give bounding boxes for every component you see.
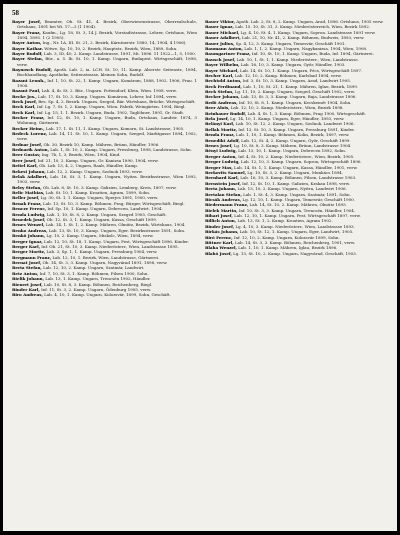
entry-details: Inf. Ob. 21, St. 10, 3. Kamp. Niederösterr., Wien, Landstrasse 1895. <box>41 243 179 249</box>
entry-name: Bednarik Anton, <box>12 147 49 153</box>
entry-details: Lab. 12, 10, 1. Kamp. Ungarn, Pest, Wirtsgeschäft 1897, verw. <box>234 213 361 219</box>
entry-details: Inf. Lg. 7, St. 1, 2. Kamp. Ungarn, Wien. Fabrik, Weingärten. 1904, Biegl. <box>36 104 186 110</box>
entry-name: Bertalan Stefan, <box>205 191 242 197</box>
entry-details: Apoth. Lab. 2, ia. LCH. St. 10, 11. Kamp. Alserstr. Seitenstr., 1894, Buchhandlung, Apotheke, Seitenstrasse, kleinen Sohn, Rudolf. <box>17 66 197 78</box>
entry-details: Inf. 10, St. 3, 3. Kamp. Ungarn, Trencsén, Händler, 1904. <box>238 207 356 213</box>
entry-name: Berger Anton, <box>205 153 237 159</box>
entry-details: Lab. 13, 10, 2. Kamp. Ungarn, Nyitra, Landwirt 1906. <box>237 186 347 192</box>
entry-name: Birkás Johann, <box>205 229 239 235</box>
entry-details: Lab. 10, 1, St. 1, 1. Kamp. Niederösterr., Wien, Landstrasse. <box>236 56 359 62</box>
entry-name: Benkö Johann, <box>12 233 46 239</box>
entry-name: Beer Josef, <box>12 157 37 163</box>
entry-details: Lg. 10, 2. Kamp. Ungarn, Miskolc, Wien, 1894, verw. <box>46 233 154 239</box>
entry-name: Benak Franz, <box>12 200 42 206</box>
register-entry <box>12 56 197 66</box>
left-column <box>12 19 197 529</box>
entry-name: Bauer Viktor, <box>205 19 236 24</box>
entry-name: Bellak Moritz, <box>205 126 238 132</box>
entry-details: Lab. 3, ID, 40, 2. Kamp. Landstrasse, 1891, Mi. 1896. 11 1922—1, 5, 1950. <box>43 50 196 56</box>
entry-name: Bazant Leonh., <box>12 77 46 83</box>
entry-name: Binder Karl, <box>12 287 40 293</box>
entry-details: Lab. 14, St. 10, 2. Kamp. Mähren, Olmütz 1895. <box>249 202 347 208</box>
entry-name: Biró Ferenc, <box>205 234 233 240</box>
entry-name: Berkovits Samuel, <box>205 169 246 175</box>
entry-details: Lab. 13, 10, 1. Kamp. Ungarn, Debrecen 1892, Sohn. <box>238 148 346 154</box>
entry-details: Lab. 12, 10, 3. Kamp. Ungarn, Sopron, Wirtsgeschäft 1896. <box>240 159 362 165</box>
entry-name: Bayer Kathar. <box>12 45 43 51</box>
entry-name: Bayer Wilhelm, <box>205 62 240 68</box>
entry-name: Bittner Karl, <box>205 240 234 246</box>
entry-name: Bernat Josef, <box>12 260 42 266</box>
register-entry <box>205 251 390 256</box>
entry-name: Belic Mathias, <box>12 190 45 195</box>
entry-details: Lab. 16, 10, 3. Kamp. Ungarn, Győr, Händler, 1903. <box>240 62 346 68</box>
entry-name: Baumgartner Franz, <box>205 51 251 57</box>
entry-name: Bedö Andreas, <box>205 99 238 105</box>
entry-name: Benko Andreas, <box>12 227 48 233</box>
entry-details: Ing. 7b, 1, 3, Bezirk, Wien, 1904, Kind. <box>41 152 121 158</box>
entry-name: Beck Karl, <box>12 104 36 110</box>
entry-name: Bienert Josef, <box>12 281 43 287</box>
entry-name: Bauer Michael, <box>205 29 240 35</box>
entry-details: Lab. 12, 10, 2. Kamp. Ungarn, Szatmár, Landwirt. <box>43 265 145 271</box>
entry-name: Bihari Josef, <box>205 213 233 219</box>
entry-name: Baumann Anton, <box>205 45 243 51</box>
entry-name: Berta Johann, <box>205 186 237 192</box>
entry-details: Lab. 10, St. 12, 1. Kamp. Ungarn, Eger, Landwirt, 1905. <box>239 229 354 235</box>
entry-details: Lg. 10, St. 8, 3. Kamp. Mähren, Brünn, Landstrasse 1904. <box>233 142 352 148</box>
entry-details: Lab. 14, St. 3, 3. Kamp. Böhmen, Reichenberg, 1901, verw. <box>234 240 356 246</box>
entry-name: Beinhauer Rudolf, <box>205 110 247 116</box>
entry-name: Benes Wenzel, <box>12 222 45 228</box>
entry-details: Lg. 4, 10, 3. Kamp. Niederösterr., Wien, Landstrasse 1893. <box>235 223 355 229</box>
entry-details: Inf. 11, St. 3, 2. Kamp. Ungarn, Ödenburg 1905, verw. <box>41 287 152 293</box>
entry-details: Lg. 12, 10, 1. Kamp. Ungarn, Temesvár, Geschäft 1900. <box>242 196 355 202</box>
entry-name: Blaha Wenzel, <box>205 245 237 251</box>
entry-details: Inf. 12, 10, 2. Kamp. Ungarn, Kolozsvár 1899, Sohn. <box>233 234 340 240</box>
entry-name: Billich Anton, <box>205 218 237 224</box>
entry-details: Lab. 17, 1. St. 11, 1. Kamp. Ungarn, Komorn, St. Landstrasse, 1905. <box>45 125 185 131</box>
entry-details: Lab. 13, St. 10, 3. Kamp. Ungarn, Eger. Bezirksstrasse 1891, Sohn. <box>48 227 186 233</box>
entry-name: Beck Stefan, <box>205 89 234 95</box>
entry-details: Inf. Lg. 15, 1. 1. Bezirk. Ungarn, Buda. 1902, Taglöhner, 1891, Gr. Stadt. <box>36 109 185 115</box>
entry-name: Biro Andreas, <box>12 292 43 298</box>
entry-details: Lab. 4, St. 1, 3. Kamp. Böhmen, Prag 1900, Wirtsgeschäft. <box>247 110 367 116</box>
entry-name: Beller Josef, <box>12 195 40 201</box>
register-entry <box>12 19 197 29</box>
entry-name: Bernhard Karl, <box>205 175 239 181</box>
entry-name: Belányi Karl, <box>205 121 235 127</box>
entry-name: Betz Anton, <box>12 270 39 276</box>
entry-name: Belak Adalbert, <box>12 174 48 180</box>
entry-name: Bényi Ludwig, <box>205 148 237 154</box>
entry-name: Bencze Ferenc, <box>12 206 47 212</box>
entry-details: Inf. 10, St. 8, 1. Kamp. Ungarn, Kecskemét 1904, Sohn. <box>238 99 352 105</box>
entry-details: Lab. 17, St. 10, 3. Kamp. Ungarn. Komárom, Lehrer, Inf. 1894, verw. <box>37 93 177 99</box>
entry-name: Bechtold Anton, <box>205 78 242 84</box>
entry-details: Lab. 13, St. 10, 3. Kamp. Böhmen, Prag, Bürger, Wirtsgeschäft, Biegl. <box>43 200 185 206</box>
entry-details: Lg. 4, 10, St. 4, 1. Kamp. Ungarn, Sopron. Landstrasse 1891 verw. <box>240 29 376 35</box>
entry-details: Ob. 12, St. 3, 1. Kamp. Ungarn, Kassa, Geschäft 1899. <box>46 216 157 222</box>
entry-details: Lab. St. 10, 1. Kamp. Kroatien, Agram, 1899, Sohn. <box>45 190 151 195</box>
entry-details: Lab. 14, 11. St. 10, 1. Kamp. Ungarn, Szeged, Marktgasse 1894, 1902, verw. <box>17 131 197 142</box>
entry-details: Inf. 21, 10, 2. Kamp. Ungarn, Gr. Kanizsa 1890, 1904, verw. <box>37 157 159 163</box>
entry-details: Beamter, Ob. St. 41, 4. Bezirk, Oberwiesenstrasse, Oberrealschule, Ortshaus, 1891 bei Wi. 17—3 (1 1904). <box>17 19 197 30</box>
register-entry <box>12 292 197 297</box>
entry-details: Kaufm., Lg. 18, St. 3, 14 J. Bezirk, Vorstadtstrasse, Lehrer, Ortshaus, Wien 1894, 1895. 1 (2 1905). <box>17 29 197 40</box>
entry-name: Beck Ferdinand, <box>205 83 242 89</box>
page-number: 58 <box>12 9 19 17</box>
entry-name: Bekesi Johann, <box>12 168 46 174</box>
entry-details: Lab. 1, St. 10, 2. Kamp. Ungarn, Pressburg, 1898, Landstrasse, Sohn. <box>50 147 192 153</box>
entry-name: Bayer Stefan, <box>12 56 44 62</box>
entry-details: Lg. 30, St. 1, 1. Kamp. Ungarn, Eperjes 1891, 1900, verw. <box>40 195 159 201</box>
entry-name: Berger Max, <box>205 164 233 170</box>
entry-details: Inf. 1, 10, St. 22, 1. Kamp. Ungarn, Komárom, 1888, 1902. 1906, Frau. 1 1908. <box>17 77 197 88</box>
register-entry <box>12 78 197 88</box>
entry-name: Beck Josef, <box>12 98 37 104</box>
entry-name: Benedek Josef, <box>12 216 46 222</box>
entry-name: Berger Ignaz, <box>12 238 43 244</box>
entry-details: Inf. 4, St. 10, 2. Kamp. Niederösterr., Wien, Bezirk, 1905. <box>238 153 355 159</box>
entry-name: Bayer Rudolf, <box>12 50 43 56</box>
entry-details: Inf. 10, St. 10, 1. Kamp. Ungarn, Buda, Inf. 1894, Gärtnerei. <box>251 51 374 57</box>
entry-name: Bayer Anton, <box>12 40 42 46</box>
entry-details: Lab. 10, St. 8, 3. Kamp. Böhmen, Reichenberg, Biegl. <box>43 281 153 287</box>
right-column <box>205 19 390 529</box>
entry-details: Lab. 1, 10, 1. Kamp. Mähren, Iglau, Bezirk 1896. <box>238 245 338 251</box>
register-page <box>3 4 397 531</box>
entry-details: Lab. 15. 10, St. 31, 3. Kamp. Niederösterreich, Wien, Bezirk 1892. <box>235 24 371 30</box>
entry-details: Bes. Sp. 4, 2. Bezirk. Ungarn, Szeged, Bär. Wirtshaus, Brücke. Wirtsgeschäft. <box>38 98 196 104</box>
entry-details: Lab. 3, Sp. 1, 1. Kamp. Ungarn, Pressburg 1904, verw. <box>46 249 158 255</box>
entry-name: Bedeck Lorenz, <box>12 131 48 137</box>
entry-details: Ob. 30, Bezirk 10, Kamp. Mähren, Brünn, Händler, 1906. <box>43 141 160 147</box>
entry-name: Bergmann Franz, <box>12 254 52 260</box>
entry-name: Benes Josef, <box>205 142 233 148</box>
entry-name: Bausch Josef, <box>205 56 236 62</box>
entry-name: Bicsák Andreas, <box>205 196 242 202</box>
entry-details: Lab. 12, St. 4, 2. Kamp. Ungarn, Győr, Geschäft 1899. <box>241 137 351 143</box>
entry-details: Lab. 16, St. 3, 1. Kamp. Ungarn, Nyitra. Bezirksstrasse, Wien 1892, 1903, verw. <box>17 174 197 185</box>
entry-details: Inf. 7, 10, St. 3, 1. Kamp. Böhmen, Pilsen 1900, Sohn. <box>39 270 149 276</box>
entry-details: Inf. 12, St. 10, 1. Kamp. Ungarn, Buda, Ortshaus, Landstr. 1874, 3 Wohnung, Gärtnerei. <box>17 115 197 126</box>
entry-details: Ob. Lab. 13, 4, 2, Ungarn, Raab, Händler, Kamp. <box>39 163 138 169</box>
entry-name: Berger Moritz, <box>12 249 46 255</box>
entry-details: Lab. 4, ib. St. 2. Bür., Ungarn. Pottendorf, Klein, Wien. 1908. verw. <box>41 88 177 94</box>
entry-name: Becher Karl, <box>205 72 234 78</box>
entry-name: Bazant Paul, <box>12 88 41 94</box>
entry-name: Bela Josef, <box>205 116 229 122</box>
entry-details: Lg. 14, 10, 1. Kamp. Ungarn, Eger, Händler, 1893, verw. <box>230 116 345 122</box>
entry-name: Bayer Michael, <box>205 67 239 73</box>
entry-name: Beer Alois, <box>205 105 230 111</box>
entry-name: Beck Karl, <box>12 109 36 115</box>
entry-details: Ob. Lab. 8, St. 10, 3. Kamp. Galizien, Lemberg, Kreis, 1897, verw. <box>42 184 177 190</box>
entry-details: Lab. 16, 10, 3. Kamp. Böhmen, Pilsen, Landstrasse 1903. <box>240 175 357 181</box>
entry-details: Lab. 4, 10, 1. Kamp. Ungarn, Kolozsvár, 1899, Sohn, Geschäft. <box>44 292 171 298</box>
entry-name: Biedermann Franz, <box>205 202 249 208</box>
entry-details: Lab. 10, St. 12, 2. Kamp. Ungarn, Szolnok, Landwirt 1906. <box>235 121 355 127</box>
entry-details: Inf. 13, St. 10, 3. Kamp. Ungarn, Pressburg 1891, Kinder. <box>238 126 355 132</box>
entry-name: Blahó Josef, <box>205 250 232 256</box>
entry-details: Bür., a. 5. Ib. St. 10, 1. Kamp. Ungarn, Budapest. Wirtsgeschäft, 1898, verw. <box>17 56 197 67</box>
entry-details: Inf. 3, St. 10, 3. Kamp. Ungarn, Arad, Landwirt 1905. <box>242 78 351 84</box>
entry-name: Berger Karl, <box>12 243 41 249</box>
entry-details: Lab. 14, St. 10, 1. Kamp. Ungarn, Pécs, Wirtsgeschäft 1897. <box>240 67 363 73</box>
entry-name: Bauer Adalbert, <box>205 35 241 41</box>
entry-details: Lab. 14, 1. St. 1, 2. Kamp. Mähren, Olmütz, Bezirk, Wirtshaus, 1904. <box>45 222 186 228</box>
entry-name: Beitel Karl, <box>12 163 38 169</box>
register-entry <box>12 115 197 125</box>
entry-name: Bauer Ignaz, <box>205 24 234 30</box>
entry-details: Lab. 12, 10, 2. Kamp. Niederösterr., Wien, Bezirk 1898. <box>230 105 344 111</box>
register-entry <box>12 30 197 40</box>
entry-name: Berger Ludwig, <box>205 159 240 165</box>
entry-name: Binder Josef, <box>205 223 235 229</box>
entry-details: Lab. 13, 1. Kamp. Ungarn, Trencsén 1902, Händler. <box>45 276 151 282</box>
entry-details: Lg. 10, St. 3, 2. Kamp. Ungarn, Munkács 1894. <box>247 169 343 175</box>
entry-name: Baynosch Rudolf, <box>12 66 52 72</box>
entry-name: Bauer Julius, <box>205 40 235 46</box>
entry-name: Bayer Franz, <box>12 29 41 35</box>
entry-details: Lab. 1, 1, 2. Kamp. Ungarn, Nagykanizsa, 1904, Wien, 1908. <box>244 45 368 51</box>
entry-details: Inf. Sp. 10, 1. Kamp. Ungarn, Debrecen, Landwirt, 1904. <box>47 206 163 212</box>
entry-name: Becker Johann, <box>205 94 240 100</box>
entry-details: Lab. 14, St. 1, 1. Kamp. Ungarn, Kassa, Händler, 1901, verw. <box>234 164 358 170</box>
entry-name: Bayer Josef, <box>12 19 42 24</box>
entry-name: Berta Stefan, <box>12 265 42 271</box>
entry-name: Becker Franz, <box>12 115 45 121</box>
entry-details: Lab. 1, 10, 1. Kamp. Böhmen, Kolin, Bezirk, 1897, verw. <box>236 132 350 138</box>
entry-details: Lab. 12, 10, 2. Kamp. Böhmen, Karlsbad 1894, verw. <box>234 72 342 78</box>
entry-details: Lab. 1, 10, St. 21, 1. Kamp. Mähren, Iglau, Bezirk, 1899. <box>243 83 359 89</box>
register-entry <box>12 131 197 141</box>
entry-details: Apoth. Lab. 2, St. 8, 2. Kamp. Ungarn, Arad, 1896. Ortshaus, 1905 verw. <box>236 19 384 24</box>
entry-details: Witwe, Sp. 10, 10, 2. Bezirk, Hauptstr., Bezirk, Wien, 1889, Sohn. <box>44 45 178 51</box>
entry-name: Beley Stefan, <box>12 184 42 190</box>
entry-details: Lab. 21, 10, Nr. 41, 2. Kamp. Böhmen, Budweis, 1893, verw. <box>241 35 365 41</box>
entry-name: Benda Ludwig, <box>12 211 46 217</box>
entry-name: Bielek Martin, <box>205 207 238 213</box>
entry-details: Lab. 1, St. 4, 3. Kamp. Ungarn, Szatmár, 1891, Sohn. <box>243 191 351 197</box>
entry-name: Benedikt Adolf, <box>205 137 240 143</box>
entry-details: Inf. 12, St. 10, 1. Kamp. Galizien, Krakau 1898, verw. <box>242 180 350 186</box>
entry-details: Lab. 13, St. 3, 3. Kamp. Ungarn, Baja, Landstrasse 1896. <box>240 94 357 100</box>
entry-details: Lab. 12, 10, 1. Bezirk, Wien, Landstrasse, Gärtnerei. <box>52 254 160 260</box>
entry-name: Bernstein Josef, <box>205 180 241 186</box>
entry-details: Lab. 12, 10, St. 18, 1. Kamp. Ungarn, Pest, Wirtsgeschäft 1896, Kinder. <box>44 238 189 244</box>
entry-name: Benda Franz, <box>205 132 235 138</box>
entry-details: Ing., Nr. 1A, III. St. 21, 2. Bezirk, Kärntnerstr. 1880, 14, 1904, 4 1906). <box>42 40 187 46</box>
entry-name: Beer Gustav, <box>12 152 41 158</box>
entry-details: Lg. 13, St. 10, 2. Kamp. Ungarn, Nagyvárad, Geschäft, 1903. <box>233 250 357 256</box>
entry-name: Becke Jos., <box>12 93 37 99</box>
entry-details: Ob. 14, St. 3, 3. Kamp. Ungarn, Nagyvárad 1891, 1898, verw. <box>42 260 168 266</box>
register-entry <box>12 67 197 77</box>
register-entry <box>12 174 197 184</box>
entry-name: Bednar Josef, <box>12 141 43 147</box>
entry-details: Lab. 12, 2. Kamp. Ungarn, Szolnok 1893, verw. <box>47 168 143 174</box>
entry-name: Becker Heinr., <box>12 125 45 131</box>
entry-details: Lg. 11, 10, 2. Kamp. Ungarn, Szeged, Geschäft 1902, verw. <box>234 89 355 95</box>
entry-details: Sp. 4, 12, 3. Kamp. Ungarn, Temesvár, Geschäft 1901. <box>235 40 346 46</box>
entry-details: Lab. 13, St. 1, 2. Kamp. Kroatien, Agram 1902. <box>237 218 333 224</box>
entry-name: Bielik Johann, <box>12 276 44 282</box>
entry-details: Lab. 1, 10, St. 8, 2. Kamp. Ungarn, Szeged 1905, Geschäft. <box>46 211 167 217</box>
